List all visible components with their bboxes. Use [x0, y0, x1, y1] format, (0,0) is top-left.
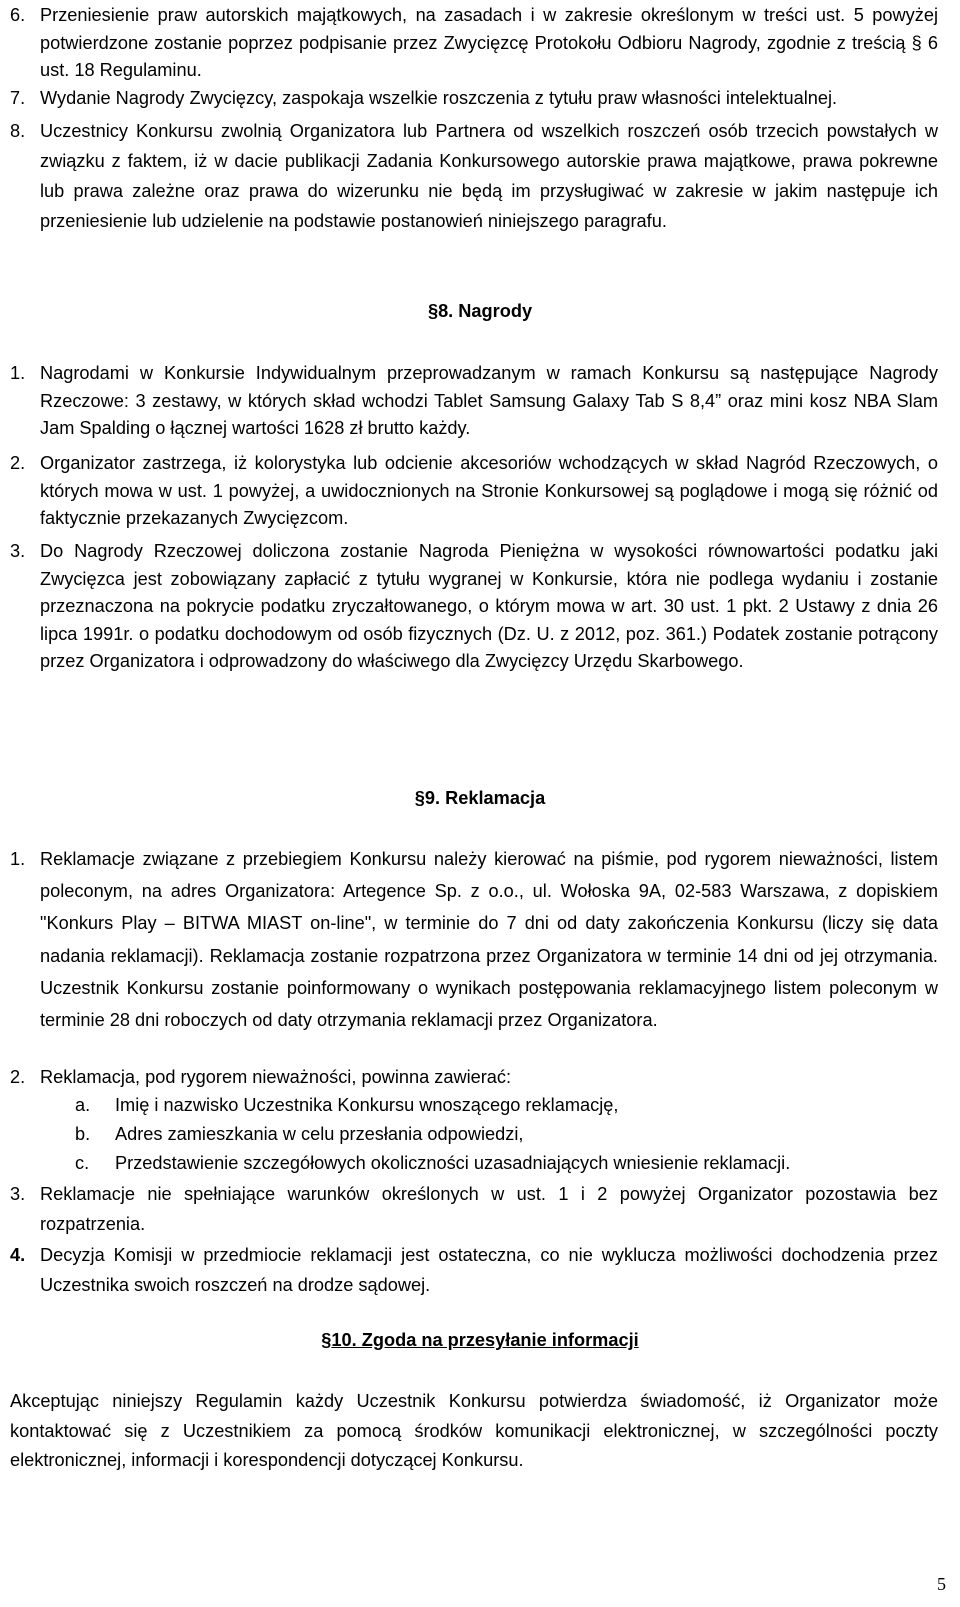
section-heading-consent	[0, 1327, 960, 1355]
section-symbol: §	[427, 301, 439, 321]
list-item	[10, 450, 938, 533]
section-symbol: §	[414, 788, 425, 808]
list-item	[10, 360, 938, 443]
sub-list-item	[75, 1092, 935, 1120]
item-text: Przeniesienie praw autorskich majątkowych, na zasadach i w zakresie określonym w treści ust. 5 powyżej potwierdzone zostanie poprzez podpisanie przez Zwycięzcę Protokołu Odbioru Nagrody, zgodnie z treścią § 6 ust. 18 Regulaminu.	[40, 5, 938, 80]
section-heading-complaints	[0, 785, 960, 813]
section-title: 8. Nagrody	[438, 301, 533, 321]
section-title: 9. Reklamacja	[424, 788, 546, 808]
sub-item-letter: a.	[75, 1095, 91, 1115]
list-item	[10, 116, 938, 236]
item-text: Reklamacje związane z przebiegiem Konkursu należy kierować na piśmie, pod rygorem nieważności, listem poleconym, na adres Organizatora: Artegence Sp. z o.o., ul. Wołoska 9A, 02-583 Warszawa, z dopiskiem "Konkurs Play – BITWA MIAST on-line", w terminie do 7 dni od daty zakończenia Konkursu (liczy się data nadania reklamacji). Reklamacja zostanie rozpatrzona przez Organizatora w terminie 14 dni od jej otrzymania. Uczestnik Konkursu zostanie poinformowany o wynikach postępowania reklamacyjnego listem poleconym w terminie 28 dni roboczych od daty otrzymania reklamacji przez Organizatora.	[40, 849, 938, 1031]
item-number: 3.	[10, 1184, 26, 1204]
sub-list-item	[75, 1121, 935, 1149]
sub-item-letter: b.	[75, 1124, 91, 1144]
item-number: 8.	[10, 121, 26, 141]
section-heading-prizes	[0, 298, 960, 326]
consent-paragraph: Akceptując niniejszy Regulamin każdy Uczestnik Konkursu potwierdza świadomość, iż Organizator może kontaktować się z Uczestnikiem za pomocą środków komunikacji elektronicznej, w szczególności poczty elektronicznej, informacji i korespondencji dotyczącej Konkursu.	[10, 1391, 938, 1470]
list-item	[10, 85, 938, 113]
item-text: Do Nagrody Rzeczowej doliczona zostanie Nagroda Pieniężna w wysokości równowartości podatku jaki Zwycięzca jest zobowiązany zapłacić z tytułu wygranej w Konkursie, która nie podlega wydaniu i zostanie przeznaczona na pokrycie podatku zryczałtowanego, o którym mowa w art. 30 ust. 1 pkt. 2 Ustawy z dnia 26 lipca 1991r. o podatku dochodowym od osób fizycznych (Dz. U. z 2012, poz. 361.) Podatek zostanie potrącony przez Organizatora i odprowadzony do właściwego dla Zwycięzcy Urzędu Skarbowego.	[40, 541, 938, 671]
item-number: 1.	[10, 363, 26, 383]
item-text: Organizator zastrzega, iż kolorystyka lub odcienie akcesoriów wchodzących w skład Nagród Rzeczowych, o których mowa w ust. 1 powyżej, a uwidocznionych na Stronie Konkursowej są poglądowe i mogą się różnić od faktycznie przekazanych Zwycięzcom.	[40, 453, 938, 528]
sub-item-letter: c.	[75, 1153, 90, 1173]
item-text: Nagrodami w Konkursie Indywidualnym przeprowadzanym w ramach Konkursu są następujące Nagrody Rzeczowe: 3 zestawy, w których skład wchodzi Tablet Samsung Galaxy Tab S 8,4” oraz mini kosz NBA Slam Jam Spalding o łącznej wartości 1628 zł brutto każdy.	[40, 363, 938, 438]
list-item	[10, 538, 938, 676]
sub-item-text: Adres zamieszkania w celu przesłania odpowiedzi,	[115, 1124, 524, 1144]
item-text: Reklamacja, pod rygorem nieważności, powinna zawierać:	[40, 1067, 512, 1087]
list-item	[10, 1240, 938, 1300]
list-item	[10, 1064, 938, 1092]
list-item	[10, 843, 938, 1036]
page-number: 5	[937, 1574, 946, 1594]
item-number: 6.	[10, 5, 26, 25]
section-symbol: §	[321, 1330, 332, 1350]
section-title: 10. Zgoda na przesyłanie informacji	[331, 1330, 639, 1350]
item-number: 1.	[10, 849, 26, 869]
item-number: 4.	[10, 1245, 26, 1265]
sub-list-item	[75, 1150, 935, 1178]
item-number: 2.	[10, 453, 26, 473]
sub-item-text: Przedstawienie szczegółowych okoliczności uzasadniających wniesienie reklamacji.	[115, 1153, 791, 1173]
item-text: Wydanie Nagrody Zwycięzcy, zaspokaja wszelkie roszczenia z tytułu praw własności intelektualnej.	[40, 88, 838, 108]
list-item	[10, 2, 938, 85]
item-number: 7.	[10, 88, 26, 108]
item-number: 3.	[10, 541, 26, 561]
list-item	[10, 1179, 938, 1239]
item-text: Uczestnicy Konkursu zwolnią Organizatora lub Partnera od wszelkich roszczeń osób trzecich powstałych w związku z faktem, iż w dacie publikacji Zadania Konkursowego autorskie prawa majątkowe, prawa pokrewne lub prawa zależne oraz prawa do wizerunku nie będą im przysługiwać w zakresie w jakim następuje ich przeniesienie lub udzielenie na podstawie postanowień niniejszego paragrafu.	[40, 121, 938, 231]
item-text: Decyzja Komisji w przedmiocie reklamacji jest ostateczna, co nie wyklucza możliwości dochodzenia przez Uczestnika swoich roszczeń na drodze sądowej.	[40, 1245, 938, 1295]
sub-item-text: Imię i nazwisko Uczestnika Konkursu wnoszącego reklamację,	[115, 1095, 619, 1115]
item-number: 2.	[10, 1067, 26, 1087]
item-text: Reklamacje nie spełniające warunków określonych w ust. 1 i 2 powyżej Organizator pozostawia bez rozpatrzenia.	[40, 1184, 938, 1234]
